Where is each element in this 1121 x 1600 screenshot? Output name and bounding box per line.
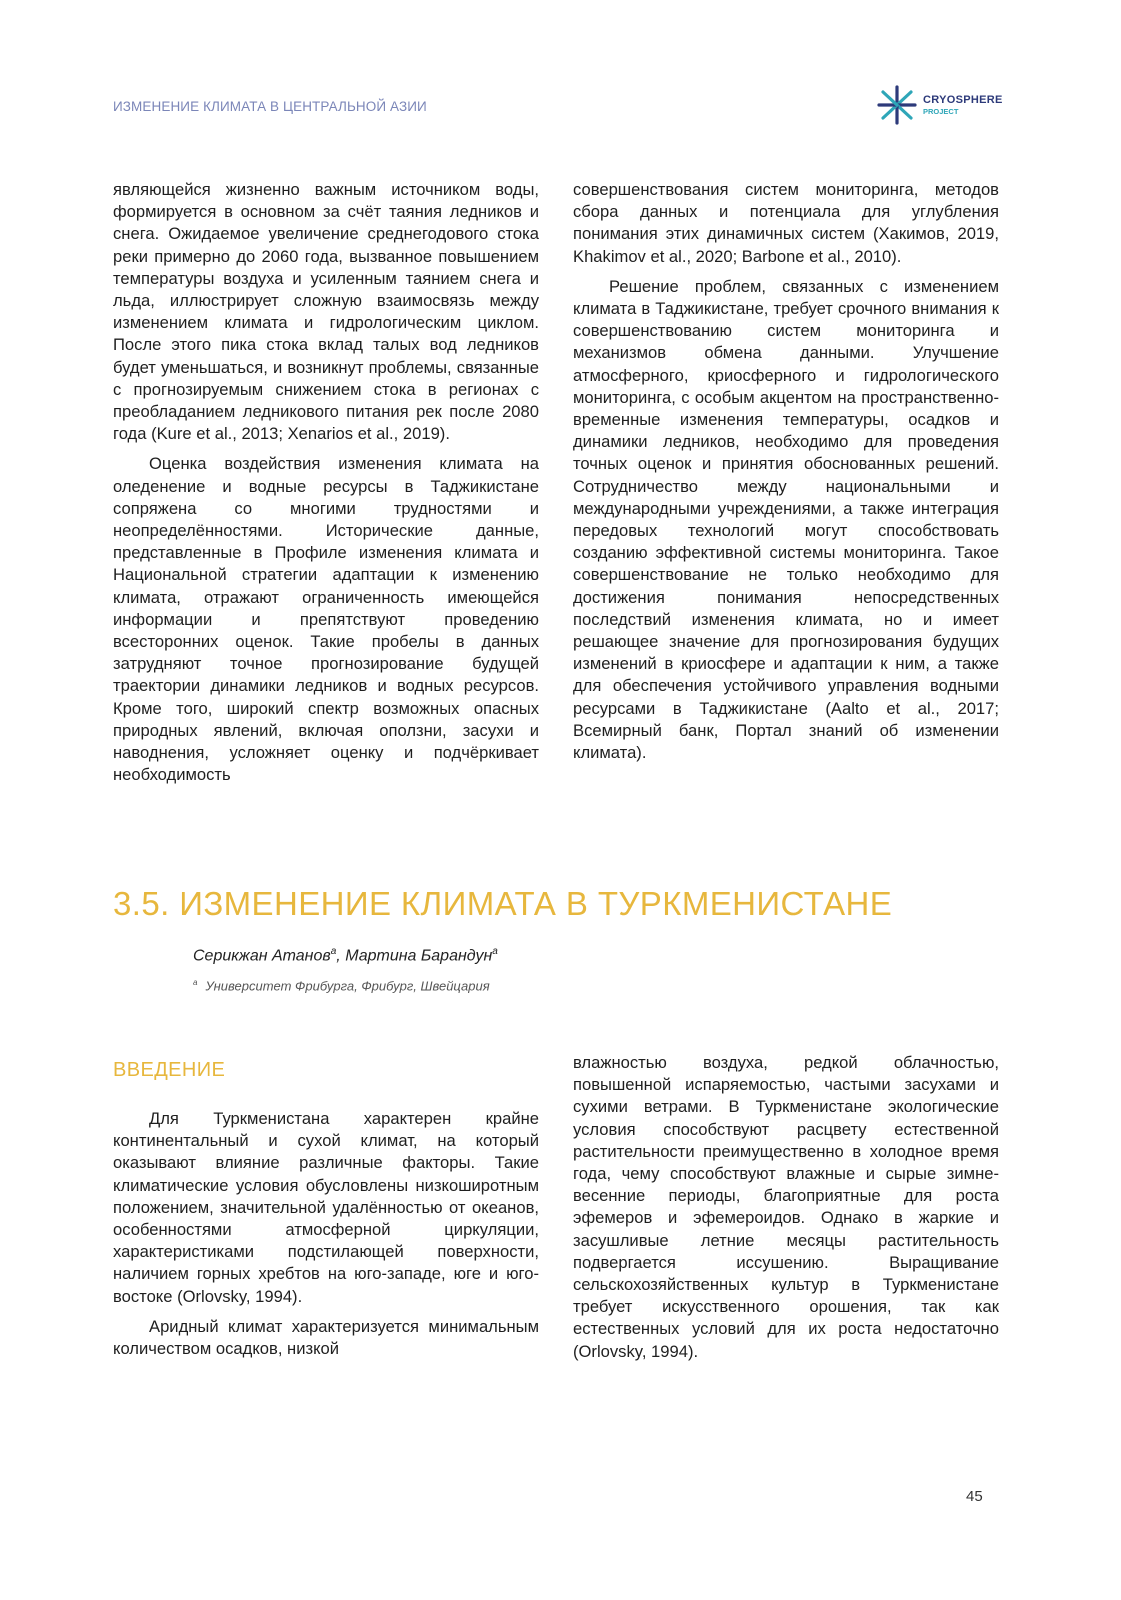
bottom-right-column: [573, 1052, 999, 1363]
page-number: 45: [966, 1488, 983, 1505]
logo-line2: PROJECT: [923, 106, 959, 116]
paragraph: Решение проблем, связанных с изменением климата в Таджикистане, требует срочного внимания к совершенствованию систем мониторинга и механизмов обмена данными. Улучшение атмосферного, криосферного и гидрологического мониторинга, с особым акцентом на пространственно-временные изменения температуры, осадков и динамики ледников, необходимо для проведения точных оценок и принятия обоснованных решений. Сотрудничество между национальными и международными учреждениями, а также интеграция передовых технологий могут способствовать созданию эффективной системы мониторинга. Такое совершенствование не только необходимо для достижения понимания непосредственных последствий изменения климата, но и имеет решающее значение для прогнозирования будущих изменений в криосфере и адаптации к ним, а также для обеспечения устойчивого управления водными ресурсами в Таджикистане (Aalto et al., 2017; Всемирный банк, Портал знаний об изменении климата).: [573, 276, 999, 763]
paragraph: Аридный климат характеризуется минимальным количеством осадков, низкой: [113, 1316, 539, 1359]
top-left-column: [113, 179, 539, 786]
logo-line1: CRYOSPHERE: [923, 93, 1003, 106]
author-name: Мартина Барандун: [345, 947, 493, 965]
top-right-column: [573, 179, 999, 764]
paragraph: совершенствования систем мониторинга, методов сбора данных и потенциала для углубления понимания этих динамичных систем (Хакимов, 2019, Khakimov et al., 2020; Barbone et al., 2010).: [573, 180, 999, 266]
cryosphere-logo: [875, 83, 1005, 127]
affiliation-mark: a: [492, 946, 498, 957]
snowflake-asterisk-icon: [875, 83, 919, 127]
affiliation: [193, 978, 490, 993]
bottom-left-column: [113, 1108, 539, 1360]
paragraph: являющейся жизненно важным источником воды, формируется в основном за счёт таяния ледников и снега. Ожидаемое увеличение среднегодового стока реки примерно до 2060 года, вызванное повышением температуры воздуха и усиленным таянием снега и льда, иллюстрирует сложную взаимосвязь между изменением климата и гидрологическим циклом. После этого пика стока вклад талых вод ледников будет уменьшаться, и возникнут проблемы, связанные с прогнозируемым снижением стока в регионах с преобладанием ледникового питания рек после 2080 года (Kure et al., 2013; Xenarios et al., 2019).: [113, 180, 539, 444]
affiliation-mark: a: [330, 946, 337, 957]
running-header: ИЗМЕНЕНИЕ КЛИМАТА В ЦЕНТРАЛЬНОЙ АЗИИ: [113, 99, 427, 114]
section-title: 3.5. ИЗМЕНЕНИЕ КЛИМАТА В ТУРКМЕНИСТАНЕ: [113, 885, 893, 922]
authors-line: Серикжан Атанов$^a$, Мартина Барандун$^a$: [193, 946, 498, 965]
affiliation-text: Университет Фрибурга, Фрибург, Швейцария: [205, 978, 490, 994]
subsection-heading: ВВЕДЕНИЕ: [113, 1059, 226, 1081]
paragraph: Для Туркменистана характерен крайне континентальный и сухой климат, на который оказывают влияние различные факторы. Такие климатические условия обусловлены низкоширотным положением, значительной удалённостью от океанов, особенностями атмосферной циркуляции, характеристиками подстилающей поверхности, наличием горных хребтов на юго-западе, юге и юго-востоке (Orlovsky, 1994).: [113, 1109, 539, 1306]
paragraph: влажностью воздуха, редкой облачностью, повышенной испаряемостью, частыми засухами и сухими ветрами. В Туркменистане экологические условия способствуют расцвету естественной растительности преимущественно в холодное время года, чему способствуют влажные и сырые зимне-весенние периоды, благоприятные для роста эфемеров и эфемероидов. Однако в жаркие и засушливые летние месяцы растительность подвергается иссушению. Выращивание сельскохозяйственных культур в Туркменистане требует искусственного орошения, так как естественных условий для их роста недостаточно (Orlovsky, 1994).: [573, 1053, 999, 1361]
affiliation-mark: a: [193, 978, 198, 987]
paragraph: Оценка воздействия изменения климата на оледенение и водные ресурсы в Таджикистане сопряжена со многими трудностями и неопределённостями. Исторические данные, представленные в Профиле изменения климата и Национальной стратегии адаптации к изменению климата, отражают ограниченность имеющейся информации и препятствуют проведению всесторонних оценок. Такие пробелы в данных затрудняют точное прогнозирование будущей траектории динамики ледников и водных ресурсов. Кроме того, широкий спектр возможных опасных природных явлений, включая оползни, засухи и наводнения, усложняет оценку и подчёркивает необходимость: [113, 454, 539, 785]
author-name: Серикжан Атанов: [193, 947, 331, 965]
